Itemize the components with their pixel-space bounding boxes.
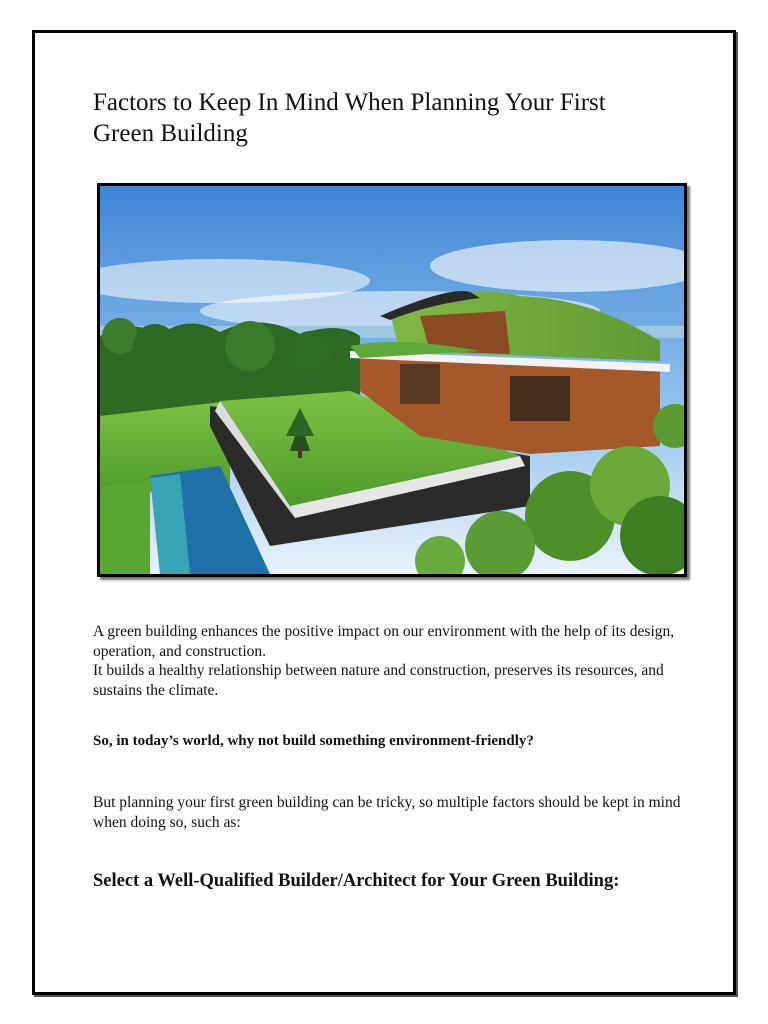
intro-line-1: A green building enhances the positive impact on our environment with the help of its design, operation, and construction.: [93, 623, 675, 660]
planning-paragraph: But planning your first green building can be tricky, so multiple factors should be kept in mind when doing so, such as:: [93, 794, 681, 831]
section-heading: Select a Well-Qualified Builder/Architect for Your Green Building:: [93, 871, 620, 891]
document-title: Factors to Keep In Mind When Planning Your First Green Building: [93, 89, 606, 147]
intro-paragraph: [93, 622, 693, 700]
intro-line-2: It builds a healthy relationship between nature and construction, preserves its resources, and sustains the climate.: [93, 662, 664, 699]
green-building-illustration: [100, 186, 684, 574]
question-text: So, in today’s world, why not build something environment-friendly?: [93, 733, 534, 749]
hero-image: [97, 183, 687, 577]
